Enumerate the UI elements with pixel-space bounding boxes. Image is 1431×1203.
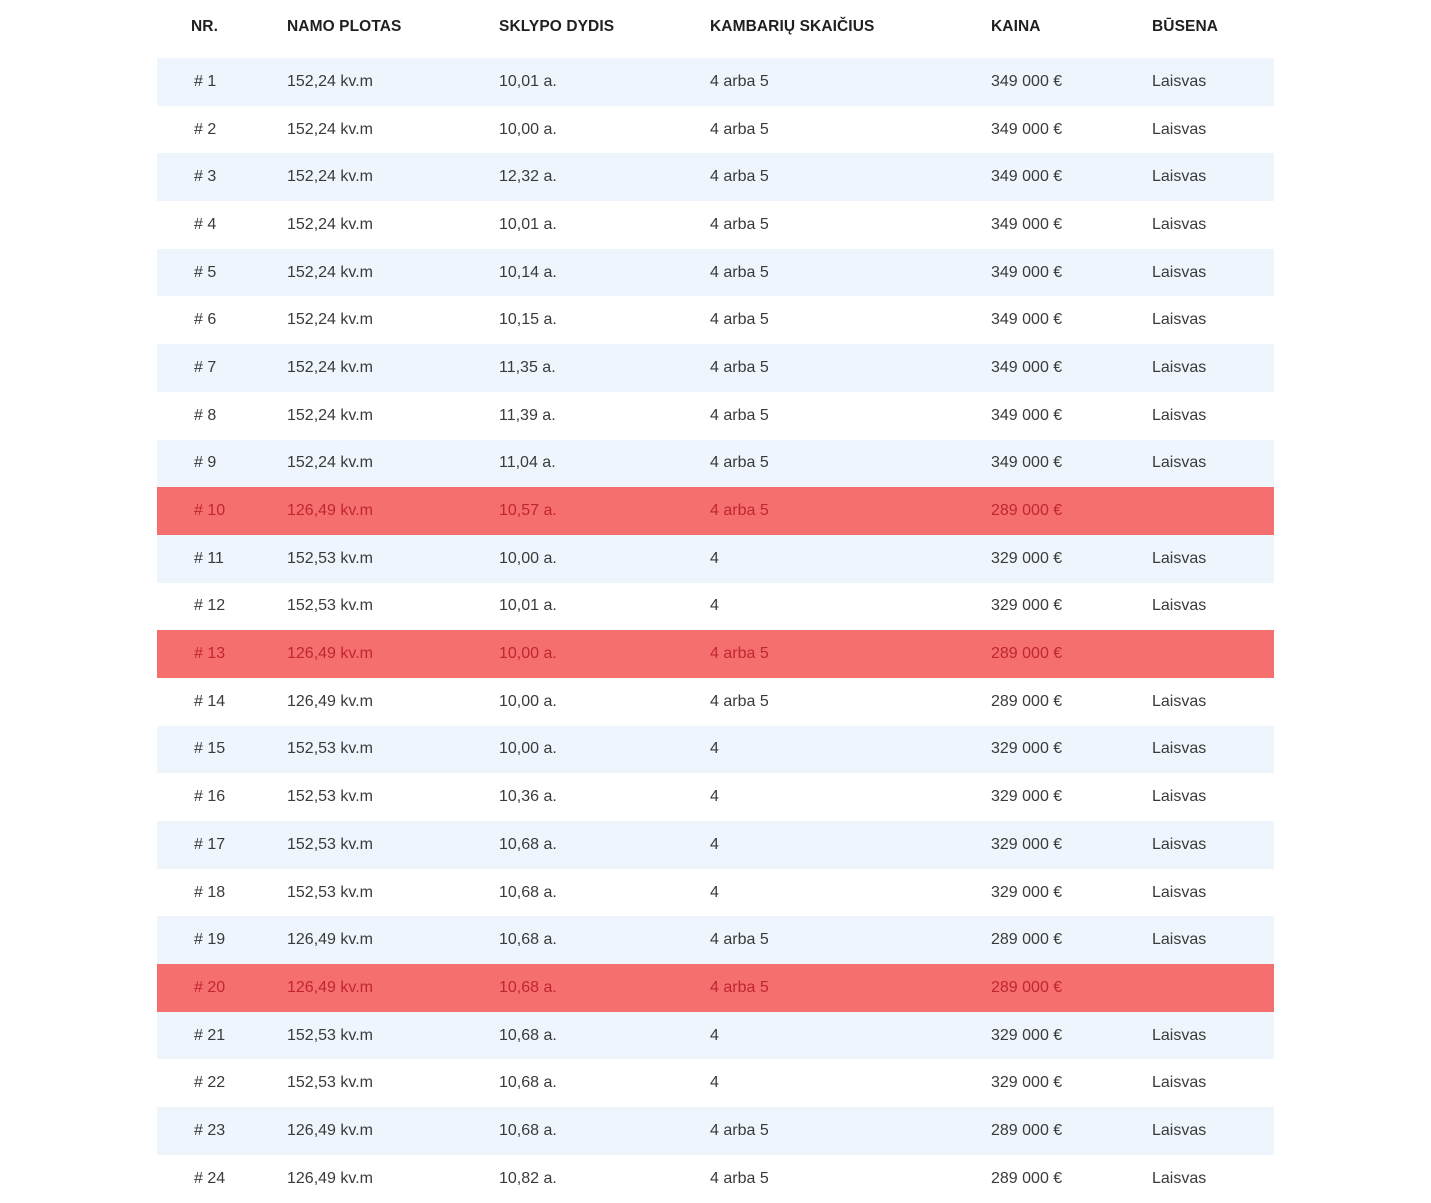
cell-rooms: 4 arba 5: [710, 168, 769, 186]
cell-rooms: 4: [710, 835, 719, 853]
cell-status: Laisvas: [1152, 1121, 1207, 1139]
table-row[interactable]: [157, 58, 1274, 106]
cell-plot: 10,14 a.: [499, 263, 557, 281]
cell-nr: # 18: [194, 883, 226, 901]
cell-rooms: 4 arba 5: [710, 978, 769, 996]
cell-plot: 10,68 a.: [499, 931, 557, 949]
table-row[interactable]: [157, 487, 1274, 535]
cell-area: 152,24 kv.m: [287, 358, 373, 376]
cell-plot: 11,39 a.: [499, 406, 556, 424]
cell-status: Laisvas: [1152, 549, 1207, 567]
cell-nr: # 6: [194, 311, 217, 329]
cell-rooms: 4: [710, 788, 719, 806]
cell-nr: # 19: [194, 931, 226, 949]
cell-plot: 10,01 a.: [499, 72, 557, 90]
cell-rooms: 4 arba 5: [710, 692, 769, 710]
cell-price: 289 000 €: [991, 502, 1063, 520]
cell-price: 329 000 €: [991, 740, 1063, 758]
cell-rooms: 4 arba 5: [710, 215, 769, 233]
cell-price: 329 000 €: [991, 883, 1063, 901]
cell-price: 329 000 €: [991, 835, 1063, 853]
cell-plot: 10,36 a.: [499, 788, 557, 806]
cell-status: Laisvas: [1152, 215, 1207, 233]
cell-price: 289 000 €: [991, 1169, 1063, 1187]
cell-nr: # 11: [194, 549, 224, 567]
table-row[interactable]: [157, 630, 1274, 678]
cell-status: Laisvas: [1152, 454, 1207, 472]
cell-area: 152,53 kv.m: [287, 835, 373, 853]
table-row[interactable]: [157, 296, 1274, 344]
cell-nr: # 12: [194, 597, 226, 615]
cell-area: 152,53 kv.m: [287, 788, 373, 806]
cell-status: Laisvas: [1152, 311, 1207, 329]
cell-price: 349 000 €: [991, 215, 1063, 233]
cell-status: Laisvas: [1152, 883, 1207, 901]
table-row[interactable]: [157, 1059, 1274, 1107]
cell-status: Laisvas: [1152, 597, 1207, 615]
cell-nr: # 8: [194, 406, 217, 424]
cell-nr: # 17: [194, 835, 226, 853]
cell-area: 152,53 kv.m: [287, 597, 373, 615]
cell-rooms: 4 arba 5: [710, 358, 769, 376]
table-header: [157, 0, 1274, 58]
cell-nr: # 24: [194, 1169, 226, 1187]
table-row[interactable]: [157, 249, 1274, 297]
cell-plot: 11,35 a.: [499, 358, 556, 376]
cell-plot: 10,68 a.: [499, 1074, 557, 1092]
cell-status: Laisvas: [1152, 263, 1207, 281]
table-row[interactable]: [157, 726, 1274, 774]
table-row[interactable]: [157, 821, 1274, 869]
cell-plot: 10,00 a.: [499, 692, 557, 710]
table-row[interactable]: [157, 869, 1274, 917]
table-row[interactable]: [157, 1012, 1274, 1060]
cell-area: 152,53 kv.m: [287, 1074, 373, 1092]
cell-plot: 10,82 a.: [499, 1169, 557, 1187]
cell-status: Laisvas: [1152, 358, 1207, 376]
cell-status: Laisvas: [1152, 835, 1207, 853]
cell-nr: # 22: [194, 1074, 226, 1092]
table-row[interactable]: [157, 678, 1274, 726]
table-row[interactable]: [157, 1155, 1274, 1203]
cell-nr: # 1: [194, 72, 217, 90]
cell-nr: # 14: [194, 692, 226, 710]
cell-nr: # 2: [194, 120, 217, 138]
table-body: [157, 58, 1274, 1203]
column-header-area: NAMO PLOTAS: [287, 18, 402, 35]
cell-rooms: 4 arba 5: [710, 454, 769, 472]
cell-area: 152,24 kv.m: [287, 311, 373, 329]
table-row[interactable]: [157, 392, 1274, 440]
table-row[interactable]: [157, 535, 1274, 583]
cell-rooms: 4: [710, 740, 719, 758]
cell-plot: 10,00 a.: [499, 740, 557, 758]
cell-nr: # 7: [194, 358, 217, 376]
cell-rooms: 4 arba 5: [710, 645, 769, 663]
cell-nr: # 9: [194, 454, 217, 472]
cell-price: 329 000 €: [991, 597, 1063, 615]
cell-nr: # 15: [194, 740, 226, 758]
cell-area: 126,49 kv.m: [287, 692, 373, 710]
cell-nr: # 4: [194, 215, 217, 233]
cell-nr: # 16: [194, 788, 226, 806]
cell-plot: 10,00 a.: [499, 120, 557, 138]
cell-nr: # 21: [194, 1026, 226, 1044]
cell-status: Laisvas: [1152, 931, 1207, 949]
cell-plot: 10,01 a.: [499, 215, 557, 233]
cell-rooms: 4 arba 5: [710, 502, 769, 520]
table-row[interactable]: [157, 583, 1274, 631]
cell-price: 289 000 €: [991, 1121, 1063, 1139]
cell-nr: # 23: [194, 1121, 226, 1139]
cell-area: 152,24 kv.m: [287, 263, 373, 281]
cell-area: 152,53 kv.m: [287, 1026, 373, 1044]
cell-price: 289 000 €: [991, 692, 1063, 710]
column-header-nr: NR.: [191, 18, 218, 35]
cell-status: Laisvas: [1152, 168, 1207, 186]
cell-area: 126,49 kv.m: [287, 645, 373, 663]
houses-table: [157, 0, 1274, 1203]
cell-price: 349 000 €: [991, 311, 1063, 329]
cell-rooms: 4: [710, 883, 719, 901]
cell-rooms: 4 arba 5: [710, 406, 769, 424]
cell-price: 349 000 €: [991, 263, 1063, 281]
cell-nr: # 20: [194, 978, 226, 996]
cell-status: Laisvas: [1152, 1074, 1207, 1092]
cell-price: 289 000 €: [991, 645, 1063, 663]
cell-status: Laisvas: [1152, 1169, 1207, 1187]
column-header-status: BŪSENA: [1152, 18, 1219, 35]
cell-rooms: 4 arba 5: [710, 263, 769, 281]
cell-status: Laisvas: [1152, 740, 1207, 758]
cell-area: 152,53 kv.m: [287, 883, 373, 901]
cell-nr: # 5: [194, 263, 217, 281]
cell-area: 126,49 kv.m: [287, 1169, 373, 1187]
cell-rooms: 4 arba 5: [710, 1121, 769, 1139]
cell-area: 126,49 kv.m: [287, 502, 373, 520]
cell-area: 152,53 kv.m: [287, 740, 373, 758]
cell-status: Laisvas: [1152, 120, 1207, 138]
cell-rooms: 4 arba 5: [710, 72, 769, 90]
cell-rooms: 4 arba 5: [710, 311, 769, 329]
table-row[interactable]: [157, 344, 1274, 392]
cell-price: 349 000 €: [991, 358, 1063, 376]
cell-area: 126,49 kv.m: [287, 931, 373, 949]
cell-plot: 12,32 a.: [499, 168, 557, 186]
cell-price: 349 000 €: [991, 406, 1063, 424]
cell-plot: 10,68 a.: [499, 1121, 557, 1139]
cell-plot: 10,68 a.: [499, 835, 557, 853]
cell-plot: 10,68 a.: [499, 978, 557, 996]
cell-area: 152,24 kv.m: [287, 406, 373, 424]
cell-rooms: 4: [710, 597, 719, 615]
cell-price: 329 000 €: [991, 788, 1063, 806]
cell-area: 126,49 kv.m: [287, 978, 373, 996]
cell-area: 152,53 kv.m: [287, 549, 373, 567]
cell-price: 349 000 €: [991, 72, 1063, 90]
cell-plot: 10,68 a.: [499, 883, 557, 901]
cell-price: 289 000 €: [991, 978, 1063, 996]
cell-rooms: 4 arba 5: [710, 120, 769, 138]
table-row[interactable]: [157, 773, 1274, 821]
table-row[interactable]: [157, 201, 1274, 249]
cell-price: 329 000 €: [991, 1026, 1063, 1044]
table-row[interactable]: [157, 440, 1274, 488]
cell-plot: 10,01 a.: [499, 597, 557, 615]
cell-area: 152,24 kv.m: [287, 120, 373, 138]
cell-rooms: 4: [710, 549, 719, 567]
column-header-rooms: KAMBARIŲ SKAIČIUS: [710, 18, 875, 35]
column-header-price: KAINA: [991, 18, 1041, 35]
cell-rooms: 4: [710, 1026, 719, 1044]
cell-plot: 10,68 a.: [499, 1026, 557, 1044]
cell-rooms: 4 arba 5: [710, 1169, 769, 1187]
table-row[interactable]: [157, 153, 1274, 201]
cell-status: Laisvas: [1152, 788, 1207, 806]
cell-plot: 10,00 a.: [499, 549, 557, 567]
cell-status: Laisvas: [1152, 72, 1207, 90]
cell-nr: # 10: [194, 502, 226, 520]
cell-nr: # 13: [194, 645, 226, 663]
table-row[interactable]: [157, 1107, 1274, 1155]
table-row[interactable]: [157, 964, 1274, 1012]
table-row[interactable]: [157, 106, 1274, 154]
cell-nr: # 3: [194, 168, 217, 186]
cell-area: 152,24 kv.m: [287, 72, 373, 90]
cell-area: 152,24 kv.m: [287, 454, 373, 472]
cell-price: 349 000 €: [991, 120, 1063, 138]
cell-price: 329 000 €: [991, 549, 1063, 567]
cell-price: 329 000 €: [991, 1074, 1063, 1092]
cell-status: Laisvas: [1152, 406, 1207, 424]
cell-area: 152,24 kv.m: [287, 215, 373, 233]
cell-area: 126,49 kv.m: [287, 1121, 373, 1139]
cell-price: 349 000 €: [991, 168, 1063, 186]
cell-plot: 10,15 a.: [499, 311, 557, 329]
cell-plot: 11,04 a.: [499, 454, 556, 472]
table-row[interactable]: [157, 916, 1274, 964]
cell-plot: 10,57 a.: [499, 502, 557, 520]
cell-rooms: 4 arba 5: [710, 931, 769, 949]
cell-status: Laisvas: [1152, 692, 1207, 710]
cell-price: 289 000 €: [991, 931, 1063, 949]
cell-rooms: 4: [710, 1074, 719, 1092]
cell-area: 152,24 kv.m: [287, 168, 373, 186]
cell-plot: 10,00 a.: [499, 645, 557, 663]
column-header-plot: SKLYPO DYDIS: [499, 18, 615, 35]
cell-price: 349 000 €: [991, 454, 1063, 472]
cell-status: Laisvas: [1152, 1026, 1207, 1044]
